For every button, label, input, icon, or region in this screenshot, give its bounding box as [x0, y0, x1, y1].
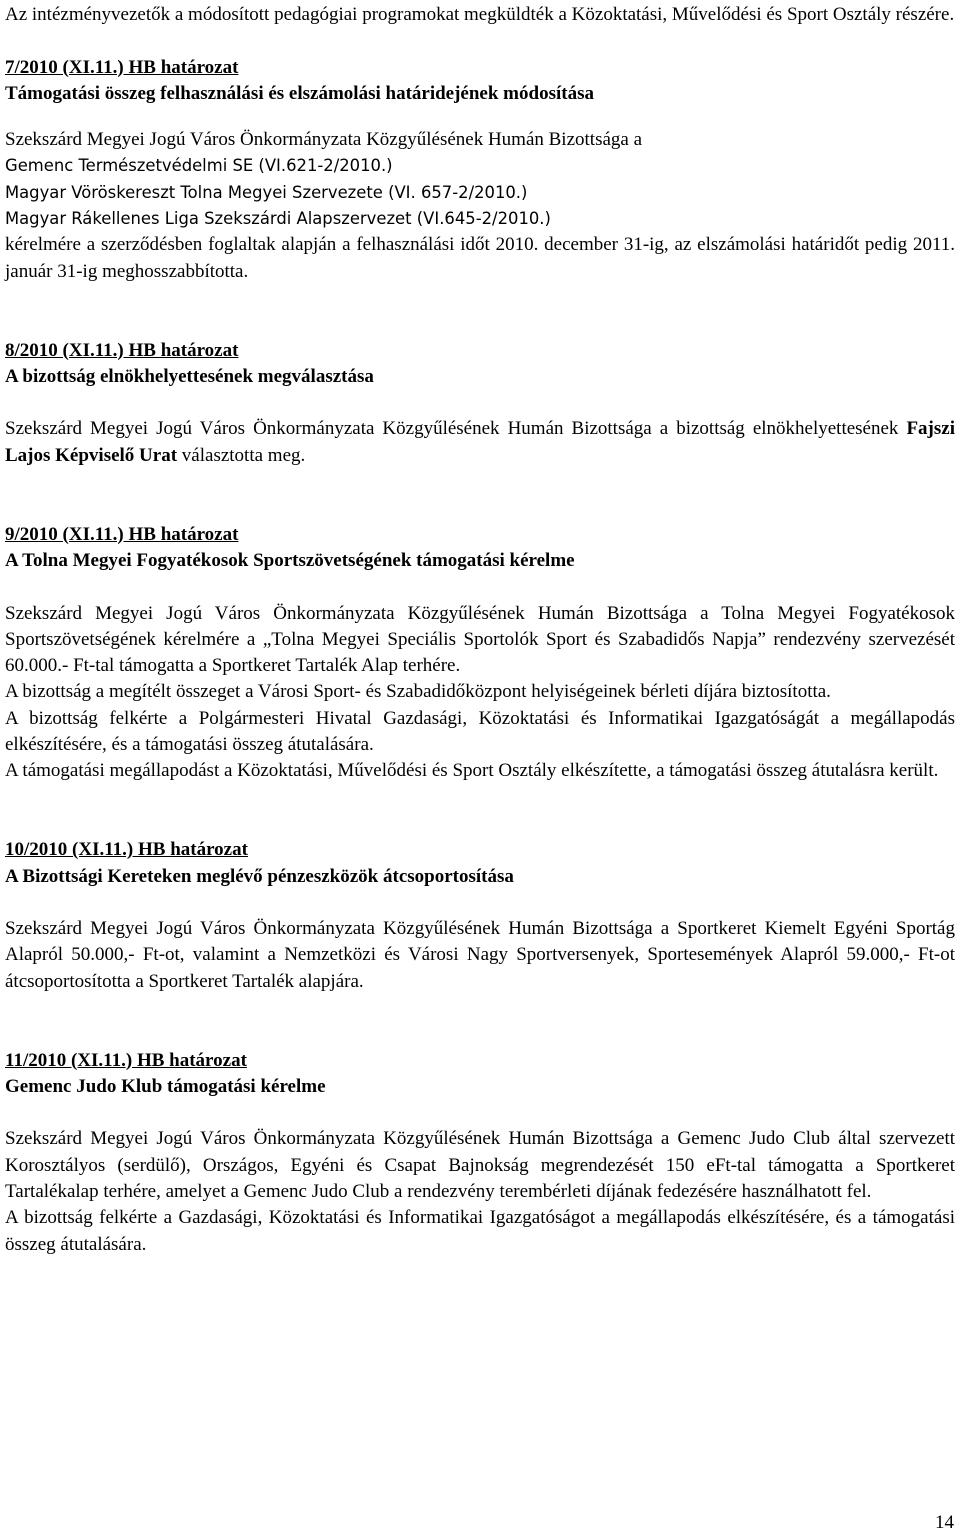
- body-text: választotta meg.: [177, 444, 306, 466]
- resolution-body: [5, 416, 955, 469]
- resolution-title: Gemenc Judo Klub támogatási kérelme: [5, 1075, 326, 1097]
- resolution-body-line: Szekszárd Megyei Jogú Város Önkormányzata Közgyűlésének Humán Bizottsága a: [5, 129, 643, 151]
- resolution-body: Szekszárd Megyei Jogú Város Önkormányzata Közgyűlésének Humán Bizottsága a Sportkeret Kiemelt Egyéni Sportág Alapról 50.000,- Ft-ot, valamint a Nemzetközi és Városi Nagy Sportversenyek, Sportesemények Alapról 59.000,- Ft-ot átcsoportosította a Sportkeret Tartalék alapjára.: [5, 918, 955, 992]
- resolution-11: [5, 1048, 955, 1258]
- resolution-title: Támogatási összeg felhasználási és elszámolási határidejének módosítása: [5, 82, 594, 104]
- resolution-number: 11/2010 (XI.11.) HB határozat: [5, 1049, 247, 1071]
- spacer: [5, 285, 955, 338]
- spacer: [5, 1100, 955, 1126]
- resolution-body: Szekszárd Megyei Jogú Város Önkormányzata Közgyűlésének Humán Bizottsága a Tolna Megyei Fogyatékosok Sportszövetségének kérelmére a „Tolna Megyei Speciális Sportolók Sport és Szabadidős Napja” rendezvény szervezését 60.000.- Ft-tal támogatta a Sportkeret Tartalék Alap terhére.: [5, 602, 955, 677]
- resolution-title: A bizottság elnökhelyettesének megválasztása: [5, 365, 374, 387]
- intro-paragraph: Az intézményvezetők a módosított pedagógiai programokat megküldték a Közoktatási, Művelődési és Sport Osztály részére.: [5, 4, 955, 25]
- resolution-body: Szekszárd Megyei Jogú Város Önkormányzata Közgyűlésének Humán Bizottsága a Gemenc Judo Club által szervezett Korosztályos (serdülő), Országos, Egyéni és Csapat Bajnokság megrendezését 150 eFt-tal támogatta a Sportkeret Tartalékalap terhére, amelyet a Gemenc Judo Club a rendezvény terembérleti díjának fedezésére használhatott fel.: [5, 1128, 955, 1203]
- spacer: [5, 995, 955, 1048]
- resolution-9: [5, 522, 955, 785]
- resolution-body-line: Magyar Vöröskereszt Tolna Megyei Szervezete (VI. 657-2/2010.): [5, 182, 528, 202]
- page-number: 14: [935, 1512, 954, 1533]
- resolution-body-line: Magyar Rákellenes Liga Szekszárdi Alapszervezet (VI.645-2/2010.): [5, 209, 551, 229]
- resolution-body: A támogatási megállapodást a Közoktatási, Művelődési és Sport Osztály elkészítette, a támogatási összeg átutalásra került.: [5, 760, 939, 782]
- spacer: [5, 390, 955, 416]
- resolution-title: A Tolna Megyei Fogyatékosok Sportszövetségének támogatási kérelme: [5, 549, 575, 571]
- resolution-10: [5, 837, 955, 995]
- spacer: [5, 107, 955, 127]
- resolution-number: 9/2010 (XI.11.) HB határozat: [5, 523, 239, 545]
- resolution-8: [5, 338, 955, 469]
- resolution-number: 8/2010 (XI.11.) HB határozat: [5, 339, 239, 361]
- resolution-body: A bizottság felkérte a Polgármesteri Hivatal Gazdasági, Közoktatási és Informatikai Igazgatóságát a megállapodás elkészítésére, és a támogatási összeg átutalására.: [5, 707, 955, 756]
- resolution-title: A Bizottsági Kereteken meglévő pénzeszközök átcsoportosítása: [5, 865, 514, 887]
- resolution-number: 7/2010 (XI.11.) HB határozat: [5, 56, 239, 78]
- resolution-number: 10/2010 (XI.11.) HB határozat: [5, 839, 248, 861]
- body-text: Szekszárd Megyei Jogú Város Önkormányzata Közgyűlésének Humán Bizottsága a bizottság elnökhelyettesének: [5, 418, 907, 440]
- body-text-bold: Fajszi Lajos Képviselő Urat: [5, 418, 955, 466]
- resolution-body: A bizottság felkérte a Gazdasági, Közoktatási és Informatikai Igazgatóságot a megállapodás elkészítésére, és a támogatási összeg átutalására.: [5, 1207, 955, 1255]
- spacer: [5, 28, 955, 54]
- resolution-body-line: Gemenc Természetvédelmi SE (VI.621-2/2010.): [5, 156, 393, 176]
- spacer: [5, 890, 955, 916]
- spacer: [5, 469, 955, 522]
- resolution-body: kérelmére a szerződésben foglaltak alapján a felhasználási időt 2010. december 31-ig, az elszámolási határidőt pedig 2011. január 31-ig meghosszabbította.: [5, 234, 955, 282]
- resolution-body: A bizottság a megítélt összeget a Városi Sport- és Szabadidőközpont helyiségeinek bérleti díjára biztosította.: [5, 681, 831, 703]
- spacer: [5, 785, 955, 838]
- resolution-7: [5, 55, 955, 285]
- spacer: [5, 574, 955, 600]
